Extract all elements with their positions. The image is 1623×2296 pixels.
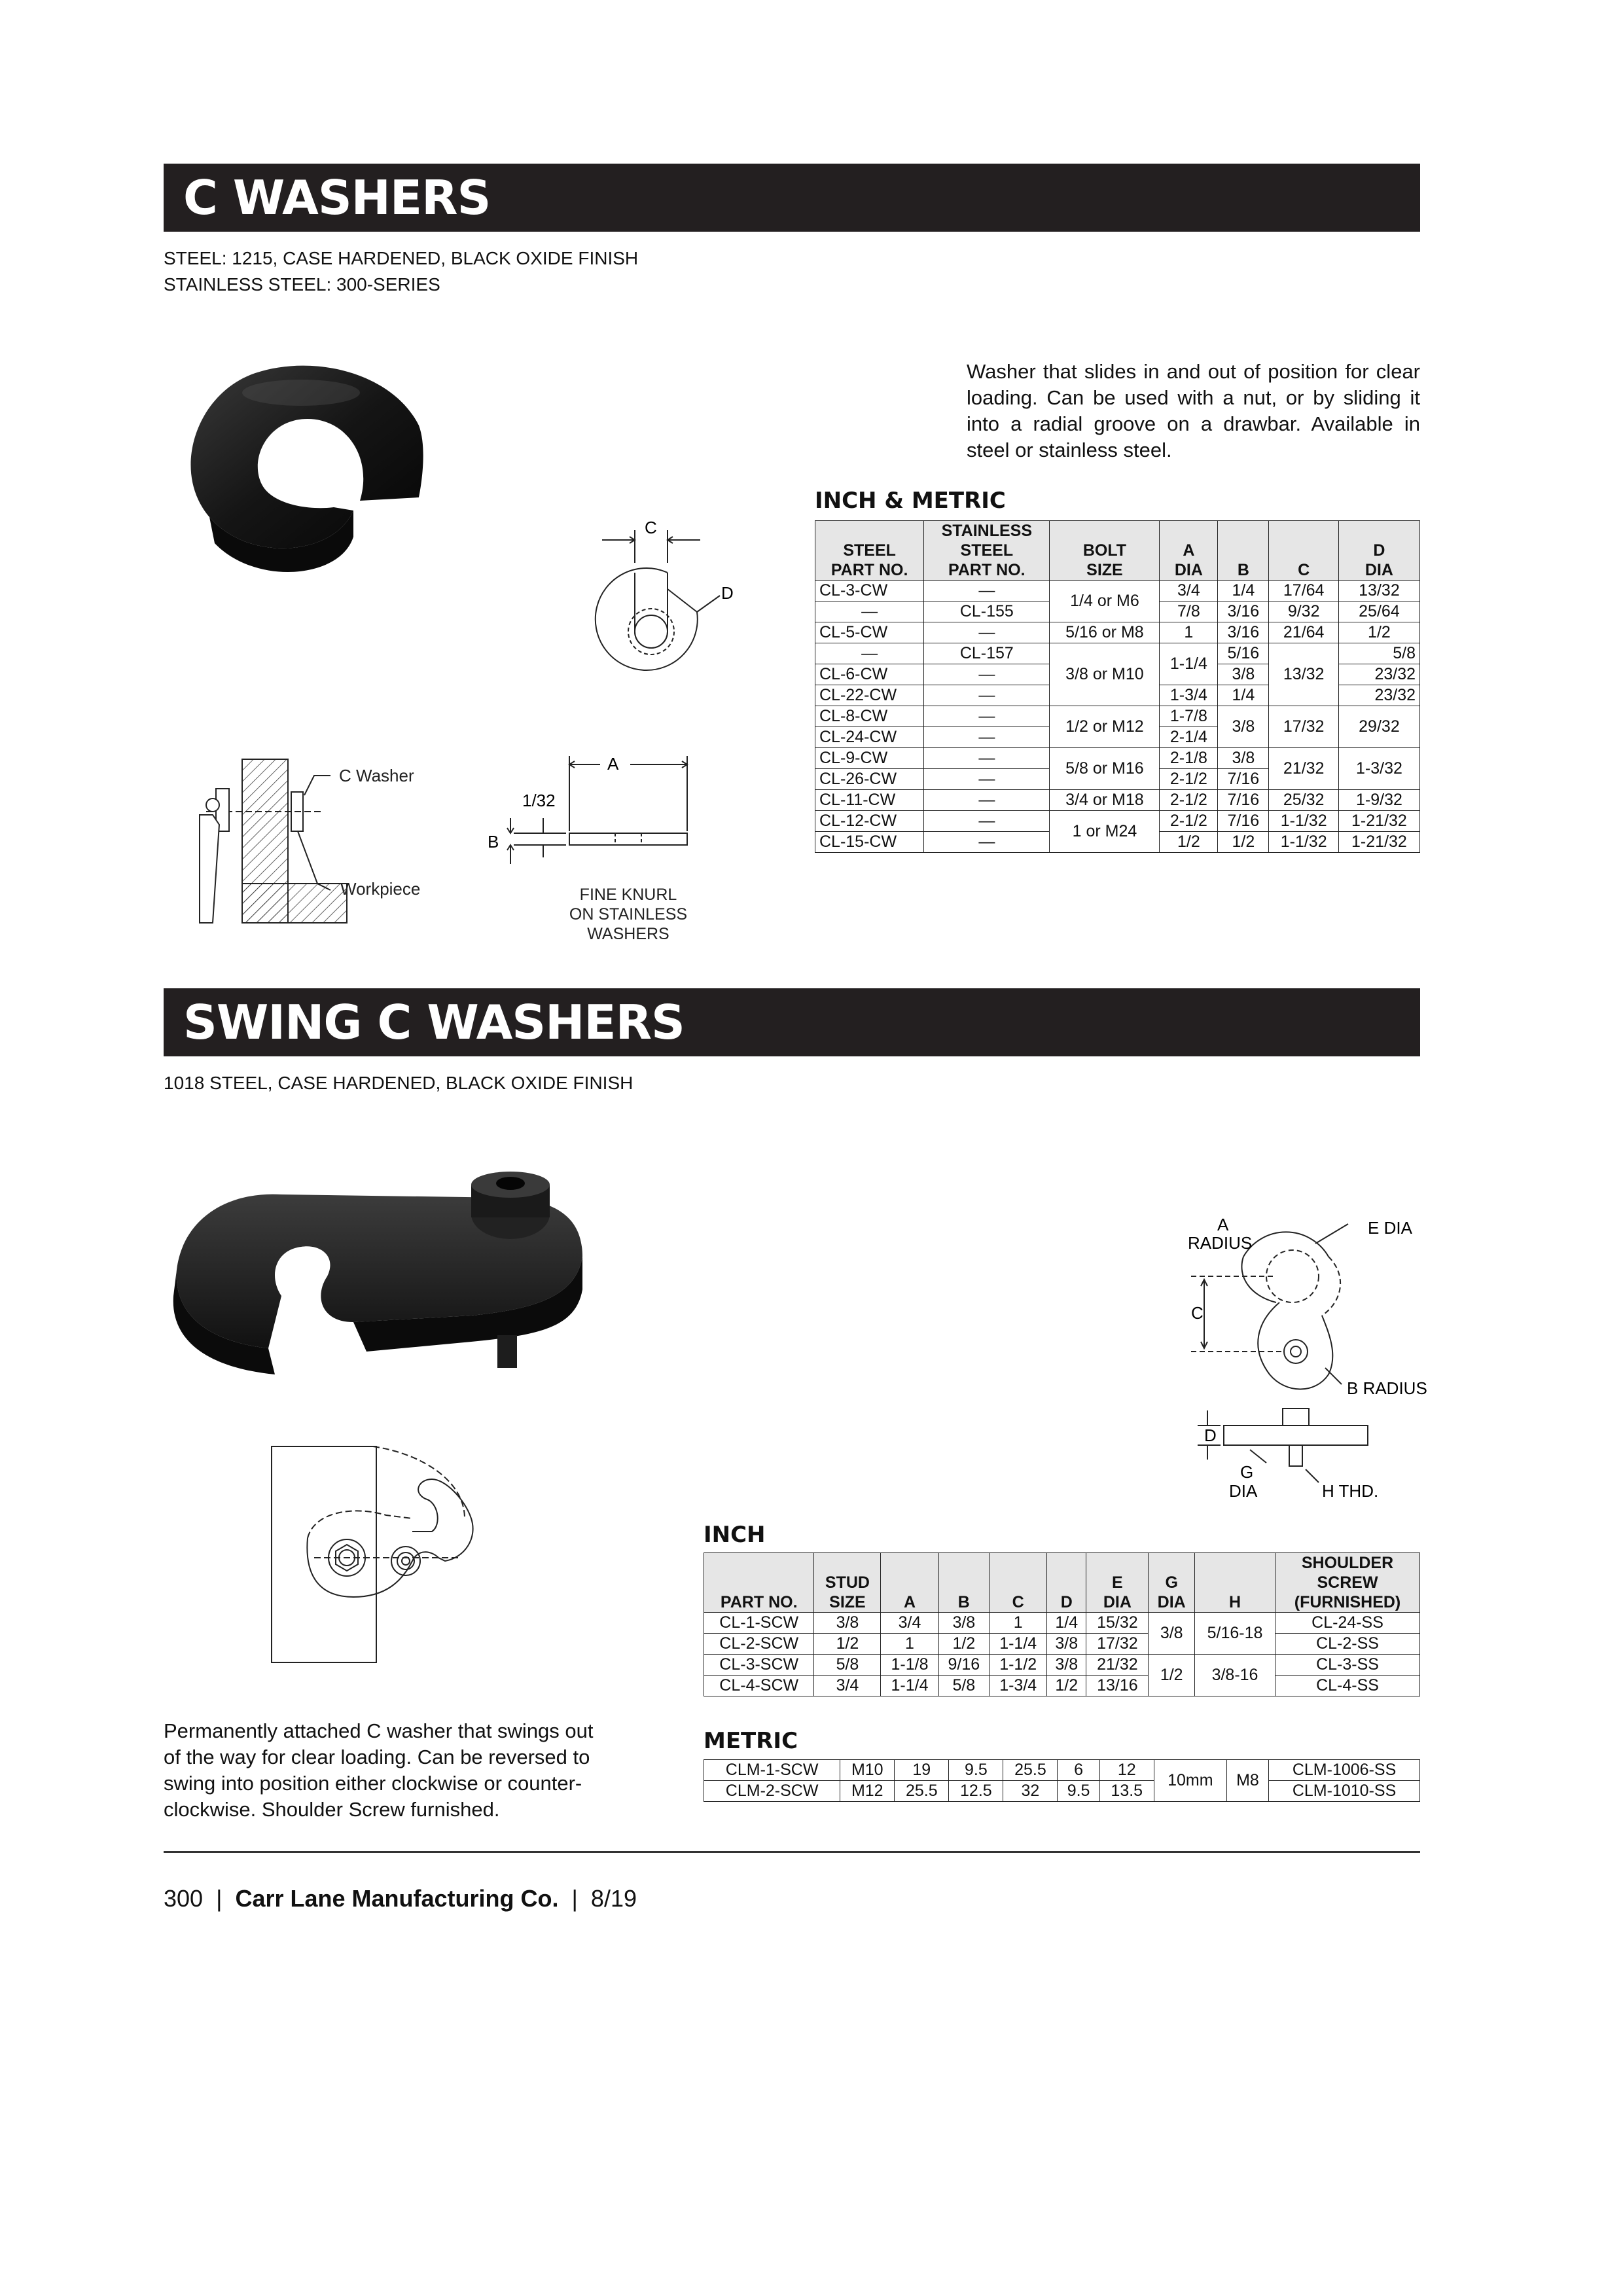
cell: 1/2 <box>814 1634 881 1655</box>
cell: 1-1/4 <box>881 1676 938 1696</box>
table-row <box>815 748 1420 769</box>
cell: 3/4 <box>1160 581 1218 601</box>
h-thd-label: H THD. <box>1322 1481 1379 1501</box>
cell: 1-1/8 <box>881 1655 938 1676</box>
page-footer <box>164 1885 637 1912</box>
cell: 2-1/2 <box>1160 811 1218 832</box>
e-dia-label: E DIA <box>1368 1218 1412 1238</box>
cell: 2-1/4 <box>1160 727 1218 748</box>
cell: CLM-1-SCW <box>704 1760 840 1781</box>
cell: 12 <box>1099 1760 1154 1781</box>
inch-heading: INCH <box>704 1522 766 1548</box>
cell: 5/16 or M8 <box>1050 622 1160 643</box>
cell: CL-1-SCW <box>704 1613 814 1634</box>
col-shoulder-screw: SHOULDER SCREW (FURNISHED) <box>1275 1553 1420 1613</box>
table-header-row <box>704 1553 1420 1613</box>
cell: — <box>924 664 1050 685</box>
cell: 12.5 <box>949 1781 1003 1802</box>
col-e-dia: E DIA <box>1086 1553 1149 1613</box>
cell: 9/16 <box>938 1655 990 1676</box>
cell: 3/8 <box>1218 748 1269 769</box>
dim-b-label: B <box>488 832 499 852</box>
cell: 3/8 <box>1149 1613 1195 1655</box>
c-washer-side-drawing <box>488 753 704 884</box>
cell: 2-1/2 <box>1160 769 1218 790</box>
cell: 1-7/8 <box>1160 706 1218 727</box>
swing-c-washer-photo <box>170 1165 602 1388</box>
cell: — <box>924 727 1050 748</box>
col-c: C <box>1269 521 1338 581</box>
cell: — <box>924 581 1050 601</box>
swing-dim-a-label: A <box>1217 1215 1229 1234</box>
cell: 3/8 <box>1218 664 1269 685</box>
col-part-no: PART NO. <box>704 1553 814 1613</box>
cell: 1-1/4 <box>1160 643 1218 685</box>
table-row <box>815 790 1420 811</box>
cell: 1/2 or M12 <box>1050 706 1160 748</box>
cell: 2-1/2 <box>1160 790 1218 811</box>
col-steel-part: STEEL PART NO. <box>815 521 924 581</box>
dim-a-label: A <box>607 754 619 774</box>
cell: 15/32 <box>1086 1613 1149 1634</box>
spec-line: 1018 STEEL, CASE HARDENED, BLACK OXIDE FINISH <box>164 1073 633 1093</box>
cell: 3/8-16 <box>1194 1655 1275 1696</box>
cell: 1-3/4 <box>1160 685 1218 706</box>
cell: 1/2 <box>1338 622 1419 643</box>
c-washer-application-drawing <box>193 753 455 949</box>
table-row <box>704 1676 1420 1696</box>
table-row <box>704 1655 1420 1676</box>
knurl-line: WASHERS <box>587 925 669 943</box>
cell: 1/2 <box>1160 832 1218 853</box>
cell: 19 <box>895 1760 949 1781</box>
cell: 1/4 <box>1047 1613 1086 1634</box>
cell: 5/8 <box>938 1676 990 1696</box>
cell: 7/16 <box>1218 790 1269 811</box>
cell: 21/64 <box>1269 622 1338 643</box>
cell: — <box>924 622 1050 643</box>
cell: 9.5 <box>949 1760 1003 1781</box>
cell: 9.5 <box>1058 1781 1099 1802</box>
table-row <box>815 581 1420 601</box>
cell: 1-1/32 <box>1269 811 1338 832</box>
cell: 1 or M24 <box>1050 811 1160 853</box>
col-stud-size: STUD SIZE <box>814 1553 881 1613</box>
col-bolt-size: BOLT SIZE <box>1050 521 1160 581</box>
cell: CL-2-SCW <box>704 1634 814 1655</box>
cell: 1 <box>881 1634 938 1655</box>
cell: — <box>924 832 1050 853</box>
cell: 25/32 <box>1269 790 1338 811</box>
cell: 25.5 <box>895 1781 949 1802</box>
cell: CL-15-CW <box>815 832 924 853</box>
cell: CLM-1010-SS <box>1269 1781 1420 1802</box>
cell: 1/4 <box>1218 685 1269 706</box>
cell: M8 <box>1226 1760 1268 1802</box>
cell: 3/8 or M10 <box>1050 643 1160 706</box>
knurl-line: FINE KNURL <box>579 886 677 904</box>
cell: 1/2 <box>1047 1676 1086 1696</box>
cell: — <box>924 706 1050 727</box>
cell: 1/2 <box>1218 832 1269 853</box>
c-washer-callout: C Washer <box>339 766 414 785</box>
cell: 23/32 <box>1338 664 1419 685</box>
metric-heading: METRIC <box>704 1728 798 1754</box>
cell: CLM-1006-SS <box>1269 1760 1420 1781</box>
cell: 3/4 <box>814 1676 881 1696</box>
cell: 1-1/32 <box>1269 832 1338 853</box>
dim-c-label: C <box>645 518 657 537</box>
cell: CL-24-SS <box>1275 1613 1420 1634</box>
cell: 9/32 <box>1269 601 1338 622</box>
cell: CL-24-CW <box>815 727 924 748</box>
cell: 17/64 <box>1269 581 1338 601</box>
cell: CL-22-CW <box>815 685 924 706</box>
cell: 5/8 or M16 <box>1050 748 1160 790</box>
footer-rule <box>164 1851 1420 1853</box>
table-row <box>704 1760 1420 1781</box>
cell: 25/64 <box>1338 601 1419 622</box>
cell: CL-4-SS <box>1275 1676 1420 1696</box>
cell: — <box>924 685 1050 706</box>
g-label: G <box>1240 1462 1254 1482</box>
cell: 3/8 <box>1218 706 1269 748</box>
cell: 1/4 <box>1218 581 1269 601</box>
b-radius-label: B RADIUS <box>1347 1378 1427 1398</box>
dim-d-label: D <box>721 583 734 603</box>
cell: 1-3/32 <box>1338 748 1419 790</box>
cell: — <box>815 643 924 664</box>
cell: — <box>924 748 1050 769</box>
cell: 13/16 <box>1086 1676 1149 1696</box>
cell: 13/32 <box>1269 643 1338 706</box>
col-a: A <box>881 1553 938 1613</box>
cell: 1 <box>1160 622 1218 643</box>
cell: 13.5 <box>1099 1781 1154 1802</box>
cell: CL-5-CW <box>815 622 924 643</box>
col-d-dia: D DIA <box>1338 521 1419 581</box>
cell: 17/32 <box>1269 706 1338 748</box>
dim-thick-label: 1/32 <box>522 791 556 810</box>
cell: M10 <box>840 1760 895 1781</box>
footer-separator: | <box>216 1885 223 1912</box>
cell: CLM-2-SCW <box>704 1781 840 1802</box>
cell: CL-11-CW <box>815 790 924 811</box>
cell: CL-3-SS <box>1275 1655 1420 1676</box>
cell: 3/8 <box>1047 1634 1086 1655</box>
cell: 1-21/32 <box>1338 832 1419 853</box>
swing-metric-table <box>704 1759 1420 1802</box>
cell: 3/8 <box>938 1613 990 1634</box>
swing-washers-description: Permanently attached C washer that swings out of the way for clear loading. Can be reversed to swing into position either clockwise or counter-clockwise. Shoulder Screw furnished. <box>164 1719 594 1821</box>
cell: M12 <box>840 1781 895 1802</box>
c-washers-table <box>815 520 1420 853</box>
cell: 3/16 <box>1218 622 1269 643</box>
cell: 1-3/4 <box>990 1676 1047 1696</box>
cell: 3/8 <box>1047 1655 1086 1676</box>
cell: — <box>924 811 1050 832</box>
cell: 10mm <box>1154 1760 1226 1802</box>
cell: 1-9/32 <box>1338 790 1419 811</box>
col-h: H <box>1194 1553 1275 1613</box>
cell: 6 <box>1058 1760 1099 1781</box>
footer-separator: | <box>571 1885 578 1912</box>
col-g-dia: G DIA <box>1149 1553 1195 1613</box>
knurl-line: ON STAINLESS <box>569 905 688 924</box>
cell: 7/16 <box>1218 769 1269 790</box>
cell: CL-2-SS <box>1275 1634 1420 1655</box>
cell: — <box>815 601 924 622</box>
cell: 1-1/4 <box>990 1634 1047 1655</box>
table-row <box>815 706 1420 727</box>
spec-line: STAINLESS STEEL: 300-SERIES <box>164 274 440 295</box>
radius-label: RADIUS <box>1188 1233 1253 1253</box>
g-dia-label: DIA <box>1229 1481 1258 1501</box>
c-washer-photo <box>177 347 445 583</box>
cell: CL-157 <box>924 643 1050 664</box>
table-header-row <box>815 521 1420 581</box>
cell: CL-6-CW <box>815 664 924 685</box>
cell: 13/32 <box>1338 581 1419 601</box>
cell: 1 <box>990 1613 1047 1634</box>
company-name: Carr Lane Manufacturing Co. <box>235 1885 559 1912</box>
cell: 5/16-18 <box>1194 1613 1275 1655</box>
c-washers-banner: C WASHERS <box>164 164 1420 232</box>
swing-dim-d-label: D <box>1204 1426 1217 1445</box>
cell: 3/4 <box>881 1613 938 1634</box>
cell: CL-9-CW <box>815 748 924 769</box>
cell: 7/16 <box>1218 811 1269 832</box>
spec-line: STEEL: 1215, CASE HARDENED, BLACK OXIDE FINISH <box>164 248 639 268</box>
table-row <box>815 811 1420 832</box>
cell: 1-1/2 <box>990 1655 1047 1676</box>
cell: — <box>924 790 1050 811</box>
swing-washer-dimension-drawing <box>1178 1204 1440 1505</box>
cell: 7/8 <box>1160 601 1218 622</box>
swing-c-washers-banner: SWING C WASHERS <box>164 988 1420 1056</box>
fine-knurl-note <box>563 885 694 944</box>
cell: 2-1/8 <box>1160 748 1218 769</box>
cell: 21/32 <box>1269 748 1338 790</box>
cell: CL-155 <box>924 601 1050 622</box>
cell: 29/32 <box>1338 706 1419 748</box>
col-b: B <box>938 1553 990 1613</box>
col-stainless-part: STAINLESS STEEL PART NO. <box>924 521 1050 581</box>
col-a-dia: A DIA <box>1160 521 1218 581</box>
cell: CL-4-SCW <box>704 1676 814 1696</box>
cell: 5/8 <box>814 1655 881 1676</box>
cell: 3/16 <box>1218 601 1269 622</box>
page-number: 300 <box>164 1885 204 1912</box>
cell: 1/4 or M6 <box>1050 581 1160 622</box>
cell: — <box>924 769 1050 790</box>
cell: 5/8 <box>1338 643 1419 664</box>
cell: CL-26-CW <box>815 769 924 790</box>
table-row <box>704 1781 1420 1802</box>
cell: 32 <box>1003 1781 1058 1802</box>
cell: 21/32 <box>1086 1655 1149 1676</box>
cell: CL-3-CW <box>815 581 924 601</box>
cell: 17/32 <box>1086 1634 1149 1655</box>
swing-washer-installed-drawing <box>268 1440 504 1669</box>
cell: 3/8 <box>814 1613 881 1634</box>
table-row <box>704 1634 1420 1655</box>
table-row <box>704 1613 1420 1634</box>
table-row <box>815 622 1420 643</box>
c-washers-description: Washer that slides in and out of position for clear loading. Can be used with a nut, or by sliding it into a radial groove on a drawbar. Available in steel or stainless steel. <box>967 360 1420 461</box>
cell: 3/4 or M18 <box>1050 790 1160 811</box>
swing-c-washers-spec <box>164 1070 633 1096</box>
print-date: 8/19 <box>590 1885 637 1912</box>
col-b: B <box>1218 521 1269 581</box>
cell: 1/2 <box>938 1634 990 1655</box>
table-row <box>815 643 1420 664</box>
cell: 5/16 <box>1218 643 1269 664</box>
cell: CL-3-SCW <box>704 1655 814 1676</box>
swing-dim-c-label: C <box>1191 1303 1204 1323</box>
cell: 1-21/32 <box>1338 811 1419 832</box>
cell: CL-12-CW <box>815 811 924 832</box>
cell: 23/32 <box>1338 685 1419 706</box>
c-washer-drawing <box>556 517 759 687</box>
workpiece-callout: Workpiece <box>340 879 421 899</box>
col-d: D <box>1047 1553 1086 1613</box>
c-washers-spec <box>164 245 638 298</box>
cell: 1/2 <box>1149 1655 1195 1696</box>
swing-inch-table <box>704 1552 1420 1696</box>
cell: 25.5 <box>1003 1760 1058 1781</box>
col-c: C <box>990 1553 1047 1613</box>
cell: CL-8-CW <box>815 706 924 727</box>
inch-metric-heading: INCH & METRIC <box>815 488 1006 514</box>
